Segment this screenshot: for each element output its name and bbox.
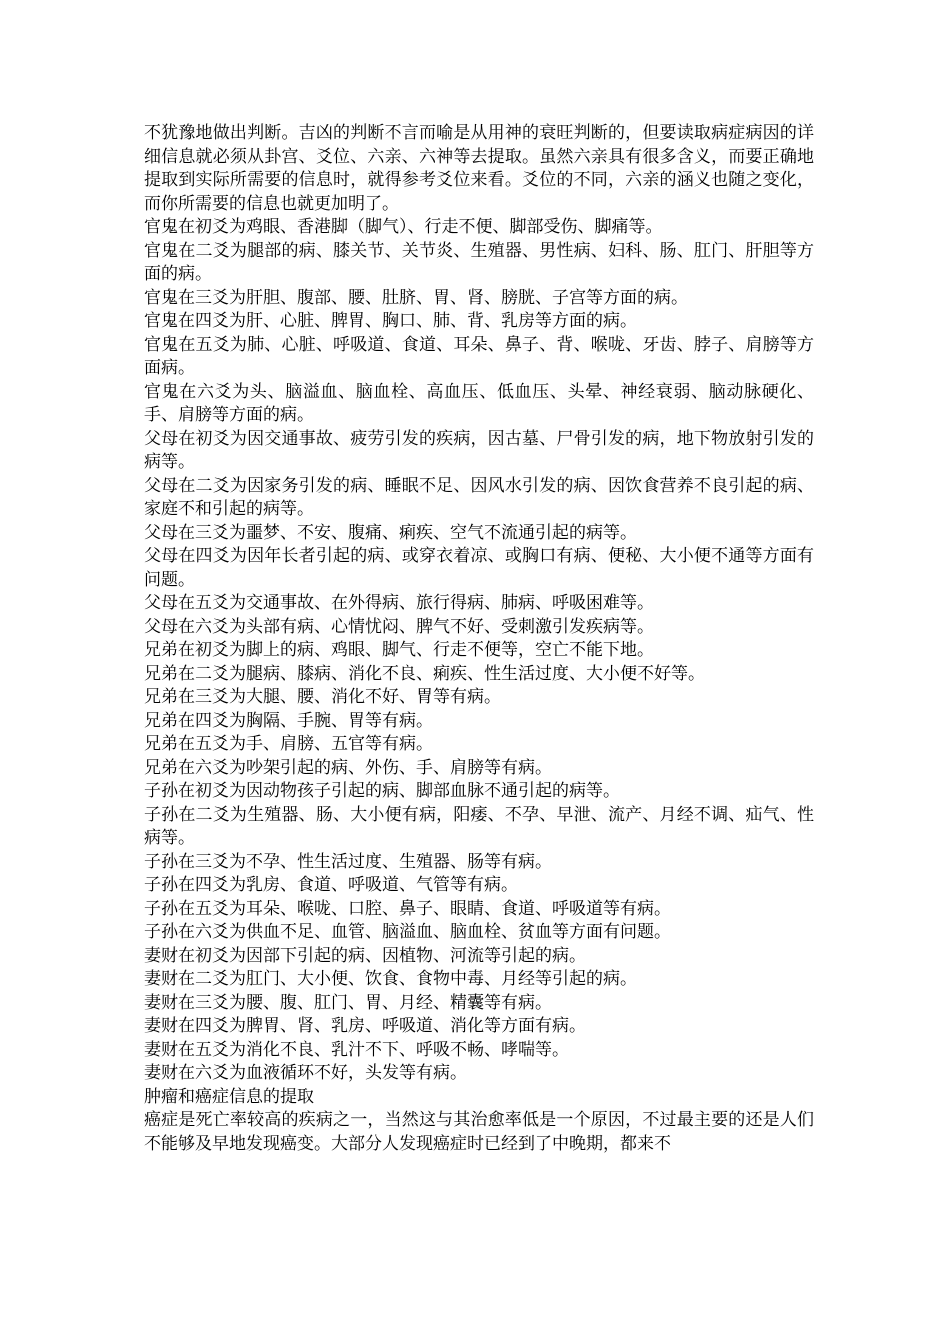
paragraph-zisun-5: 子孙在五爻为耳朵、喉咙、口腔、鼻子、眼睛、食道、呼吸道等有病。 [144, 898, 671, 919]
paragraph-fumu-5: 父母在五爻为交通事故、在外得病、旅行得病、肺病、呼吸困难等。 [144, 593, 654, 613]
paragraph-guangui-3: 官鬼在三爻为肝胆、腹部、腰、肚脐、胃、肾、膀胱、子宫等方面的病。 [144, 287, 688, 308]
paragraph-qicai-5: 妻财在五爻为消化不良、乳汁不下、呼吸不畅、哮喘等。 [144, 1039, 569, 1060]
paragraph-zisun-3: 子孙在三爻为不孕、性生活过度、生殖器、肠等有病。 [144, 851, 552, 872]
section-heading: 肿瘤和癌症信息的提取 [144, 1086, 314, 1107]
paragraph-xiongdi-4: 兄弟在四爻为胸隔、手腕、胃等有病。 [144, 710, 433, 731]
paragraph-fumu-4: 父母在四爻为因年长者引起的病、或穿衣着凉、或胸口有病、便秘、大小便不通等方面有问题。 [144, 546, 814, 590]
document-body [144, 122, 814, 1156]
paragraph-xiongdi-6: 兄弟在六爻为吵架引起的病、外伤、手、肩膀等有病。 [144, 757, 552, 778]
paragraph-zisun-1: 子孙在初爻为因动物孩子引起的病、脚部血脉不通引起的病等。 [144, 781, 620, 801]
paragraph-qicai-3: 妻财在三爻为腰、腹、肛门、胃、月经、精囊等有病。 [144, 992, 552, 1013]
paragraph-xiongdi-1: 兄弟在初爻为脚上的病、鸡眼、脚气、行走不便等，空亡不能下地。 [144, 640, 654, 660]
paragraph-fumu-1: 父母在初爻为因交通事故、疲劳引发的疾病，因古墓、尸骨引发的病，地下物放射引发的病等。 [144, 428, 814, 472]
paragraph-guangui-2: 官鬼在二爻为腿部的病、膝关节、关节炎、生殖器、男性病、妇科、肠、肛门、肝胆等方面的病。 [144, 240, 814, 284]
paragraph-zisun-6: 子孙在六爻为供血不足、血管、脑溢血、脑血栓、贫血等方面有问题。 [144, 922, 671, 942]
paragraph-guangui-6: 官鬼在六爻为头、脑溢血、脑血栓、高血压、低血压、头晕、神经衰弱、脑动脉硬化、手、肩膀等方面的病。 [144, 381, 814, 425]
paragraph-fumu-6: 父母在六爻为头部有病、心情忧闷、脾气不好、受刺激引发疾病等。 [144, 616, 654, 637]
paragraph-fumu-2: 父母在二爻为因家务引发的病、睡眠不足、因风水引发的病、因饮食营养不良引起的病、家庭不和引起的病等。 [144, 475, 814, 519]
paragraph-zisun-4: 子孙在四爻为乳房、食道、呼吸道、气管等有病。 [144, 875, 518, 895]
paragraph-guangui-1: 官鬼在初爻为鸡眼、香港脚（脚气）、行走不便、脚部受伤、脚痛等。 [144, 217, 663, 237]
paragraph-zisun-2: 子孙在二爻为生殖器、肠、大小便有病，阳痿、不孕、早泄、流产、月经不调、疝气、性病等。 [144, 804, 814, 848]
paragraph-qicai-6: 妻财在六爻为血液循环不好，头发等有病。 [144, 1063, 467, 1083]
paragraph-fumu-3: 父母在三爻为噩梦、不安、腹痛、痢疾、空气不流通引起的病等。 [144, 522, 637, 543]
paragraph-xiongdi-5: 兄弟在五爻为手、肩膀、五官等有病。 [144, 734, 433, 754]
paragraph-qicai-2: 妻财在二爻为肛门、大小便、饮食、食物中毒、月经等引起的病。 [144, 969, 637, 989]
paragraph-intro: 不犹豫地做出判断。吉凶的判断不言而喻是从用神的衰旺判断的，但要读取病症病因的详细信息就必须从卦宫、爻位、六亲、六神等去提取。虽然六亲具有很多含义，而要正确地提取到实际所需要的信息时，就得参考爻位来看。爻位的不同，六亲的涵义也随之变化，而你所需要的信息也就更加明了。 [144, 123, 814, 214]
paragraph-qicai-4: 妻财在四爻为脾胃、肾、乳房、呼吸道、消化等方面有病。 [144, 1016, 586, 1036]
paragraph-cancer: 癌症是死亡率较高的疾病之一，当然这与其治愈率低是一个原因，不过最主要的还是人们不能够及早地发现癌变。大部分人发现癌症时已经到了中晚期，都来不 [144, 1110, 814, 1154]
paragraph-guangui-5: 官鬼在五爻为肺、心脏、呼吸道、食道、耳朵、鼻子、背、喉咙、牙齿、脖子、肩膀等方面病。 [144, 334, 814, 378]
paragraph-xiongdi-3: 兄弟在三爻为大腿、腰、消化不好、胃等有病。 [144, 687, 501, 707]
paragraph-guangui-4: 官鬼在四爻为肝、心脏、脾胃、胸口、肺、背、乳房等方面的病。 [144, 311, 637, 331]
paragraph-xiongdi-2: 兄弟在二爻为腿病、膝病、消化不良、痢疾、性生活过度、大小便不好等。 [144, 663, 705, 684]
paragraph-qicai-1: 妻财在初爻为因部下引起的病、因植物、河流等引起的病。 [144, 945, 586, 966]
